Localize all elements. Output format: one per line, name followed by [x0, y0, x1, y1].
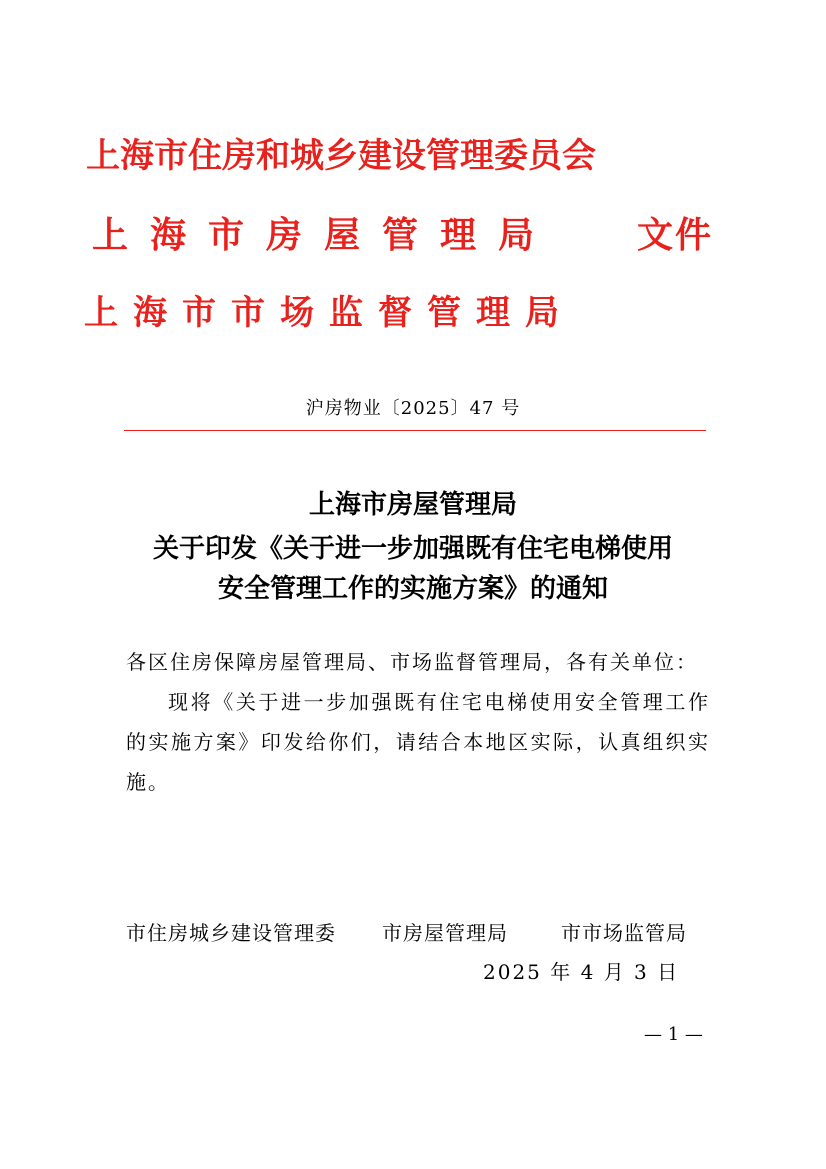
body-paragraph: 现将《关于进一步加强既有住宅电梯使用安全管理工作的实施方案》印发给你们，请结合本地区实际，认真组织实施。	[126, 690, 710, 794]
signer-housing-bureau: 市房屋管理局	[382, 921, 508, 945]
doc-type-label: 文件	[637, 214, 714, 256]
title-line-2: 关于印发《关于进一步加强既有住宅电梯使用	[152, 534, 673, 564]
issue-date: 2025 年 4 月 3 日	[483, 960, 680, 984]
issuer-housing-bureau-name: 上海市房屋管理局	[92, 214, 557, 256]
issuer-line-housing-bureau	[92, 207, 714, 258]
signer-market-bureau: 市市场监管局	[561, 921, 687, 945]
title-line-1: 上海市房屋管理局	[308, 490, 517, 520]
page-number: — 1 —	[644, 1024, 703, 1045]
title-line-3: 安全管理工作的实施方案》的通知	[217, 574, 608, 604]
salutation: 各区住房保障房屋管理局、市场监督管理局，各有关单位：	[126, 650, 698, 674]
issuer-line-housing-committee: 上海市住房和城乡建设管理委员会	[86, 136, 596, 176]
issuer-line-market-bureau: 上海市市场监督管理局	[84, 293, 574, 333]
red-separator-line	[124, 430, 706, 431]
document-number: 沪房物业〔2025〕47 号	[305, 398, 521, 419]
signer-housing-committee: 市住房城乡建设管理委	[126, 921, 336, 945]
